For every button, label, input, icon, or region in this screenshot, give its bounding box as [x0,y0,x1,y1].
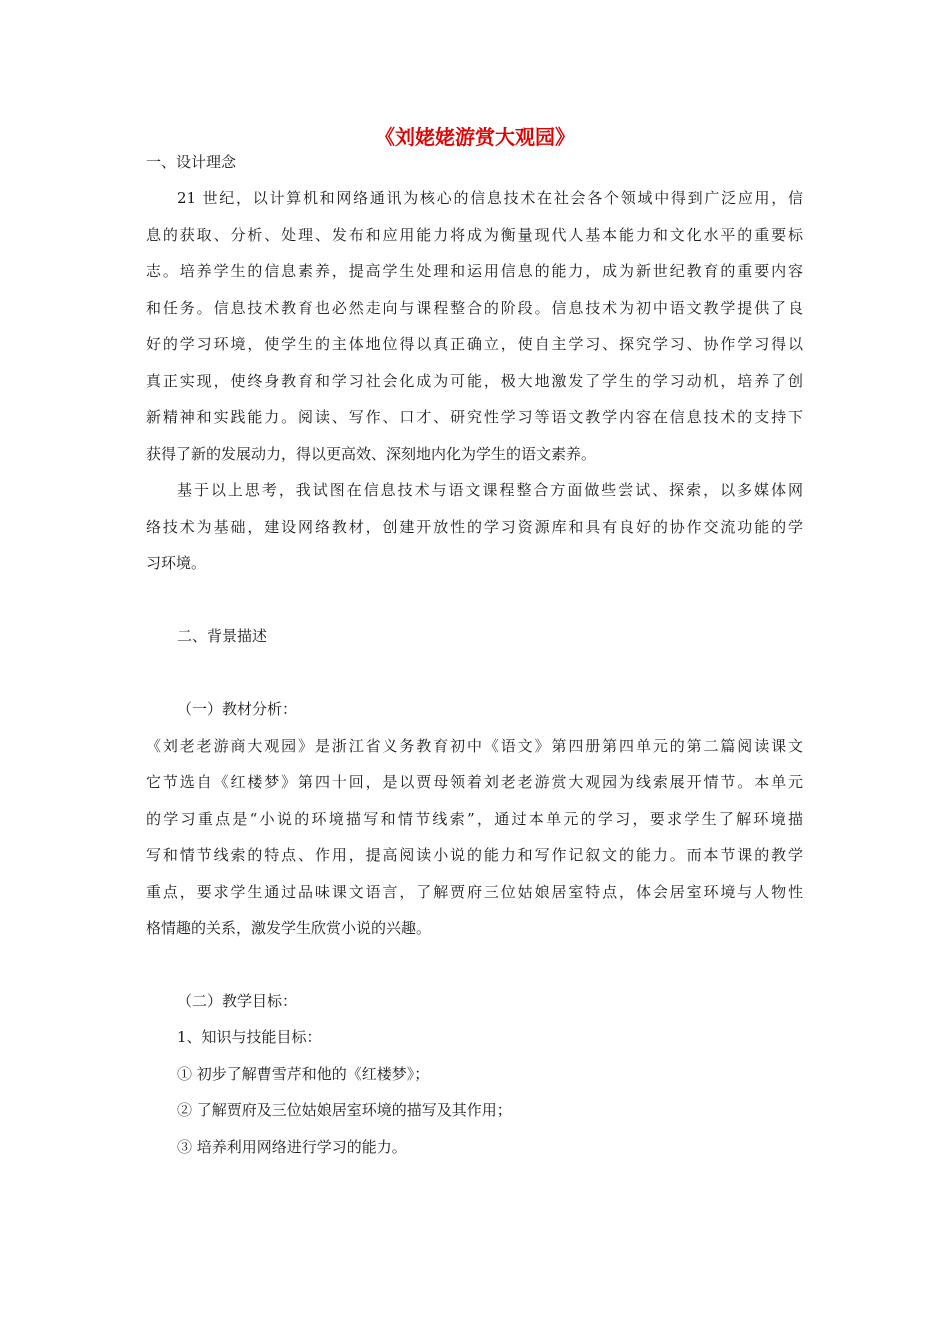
paragraph-line: 它节选自《红楼梦》第四十回，是以贾母领着刘老老游赏大观园为线索展开情节。本单元 [146,773,803,791]
subsection-heading-teaching-goals: （二）教学目标： [177,992,298,1010]
section-heading-background: 二、背景描述 [177,627,268,645]
goal-item: ③ 培养利用网络进行学习的能力。 [177,1138,407,1156]
goal-item: ② 了解贾府及三位姑娘居室环境的描写及其作用； [177,1101,512,1119]
paragraph-line: 志。培养学生的信息素养，提高学生处理和运用信息的能力，成为新世纪教育的重要内容 [146,262,803,280]
paragraph-line: 新精神和实践能力。阅读、写作、口才、研究性学习等语文教学内容在信息技术的支持下 [146,408,803,426]
paragraph-line: 络技术为基础，建设网络教材，创建开放性的学习资源库和具有良好的协作交流功能的学 [146,518,803,536]
goal-category-heading: 1、知识与技能目标： [177,1028,322,1046]
paragraph-line: 《刘老老游商大观园》是浙江省义务教育初中《语文》第四册第四单元的第二篇阅读课文 [146,737,803,755]
goal-item: ① 初步了解曹雪芹和他的《红楼梦》； [177,1065,430,1083]
paragraph-line: 息的获取、分析、处理、发布和应用能力将成为衡量现代人基本能力和文化水平的重要标 [146,226,803,244]
paragraph-line: 写和情节线索的特点、作用，提高阅读小说的能力和写作记叙文的能力。而本节课的教学 [146,846,803,864]
subsection-heading-material-analysis: （一）教材分析： [177,700,298,718]
paragraph-line: 21 世纪，以计算机和网络通讯为核心的信息技术在社会各个领域中得到广泛应用，信 [177,189,803,207]
paragraph-line: 好的学习环境，使学生的主体地位得以真正确立，使自主学习、探究学习、协作学习得以 [146,335,803,353]
paragraph-line: 真正实现，使终身教育和学习社会化成为可能，极大地激发了学生的学习动机，培养了创 [146,372,803,390]
paragraph-line: 习环境。 [146,554,207,572]
paragraph-line: 基于以上思考，我试图在信息技术与语文课程整合方面做些尝试、探索，以多媒体网 [177,481,803,499]
paragraph-line: 重点，要求学生通过品味课文语言，了解贾府三位姑娘居室特点，体会居室环境与人物性 [146,883,803,901]
document-title: 《刘姥姥游赏大观园》 [375,125,575,149]
paragraph-line: 格情趣的关系，激发学生欣赏小说的兴趣。 [146,919,432,937]
section-heading-design-concept: 一、设计理念 [146,153,237,171]
paragraph-line: 获得了新的发展动力，得以更高效、深刻地内化为学生的语文素养。 [146,445,597,463]
paragraph-line: 的学习重点是“小说的环境描写和情节线索”，通过本单元的学习，要求学生了解环境描 [146,810,803,828]
paragraph-line: 和任务。信息技术教育也必然走向与课程整合的阶段。信息技术为初中语文教学提供了良 [146,299,803,317]
